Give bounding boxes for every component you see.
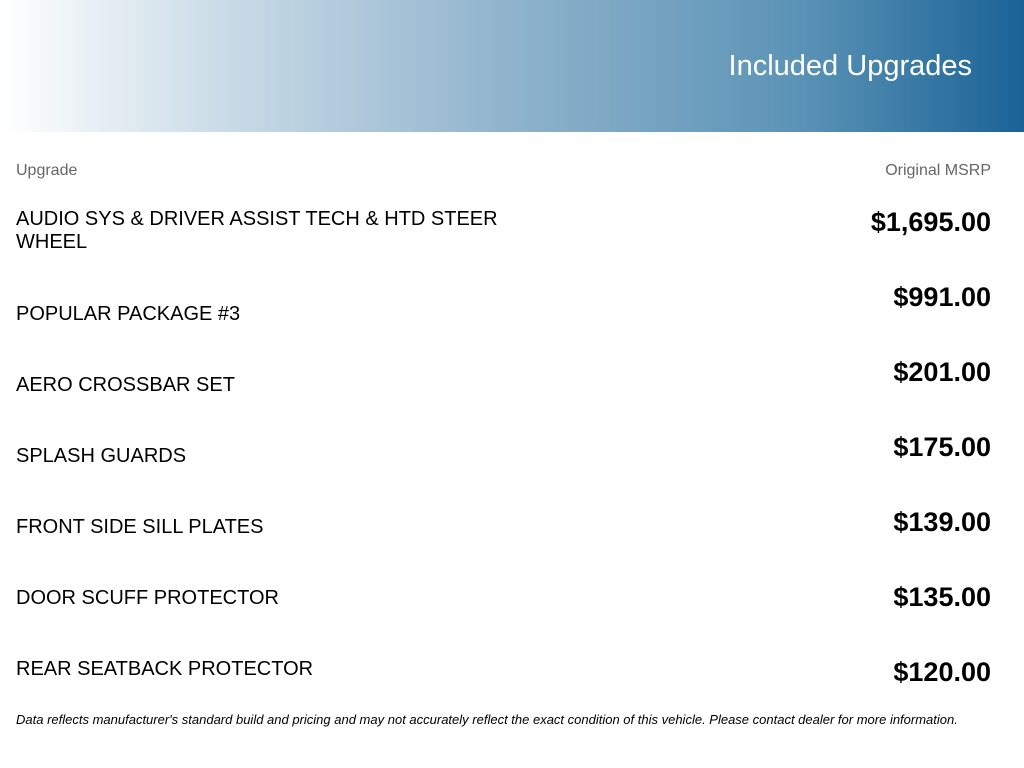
header-banner [0, 0, 1024, 132]
upgrade-price: $1,695.00 [870, 207, 991, 237]
upgrade-name: REAR SEATBACK PROTECTOR [16, 658, 314, 680]
disclaimer-note: Data reflects manufacturer's standard build and pricing and may not accurately reflect the exact condition of this vehicle. Please contact dealer for more information. [16, 712, 958, 727]
upgrade-name: AUDIO SYS & DRIVER ASSIST TECH & HTD STEER WHEEL [16, 208, 498, 253]
upgrade-name: AERO CROSSBAR SET [16, 374, 235, 396]
column-header-msrp: Original MSRP [885, 162, 991, 179]
page-title: Included Upgrades [728, 50, 972, 82]
upgrade-name: POPULAR PACKAGE #3 [16, 303, 241, 325]
upgrade-price: $175.00 [893, 432, 991, 462]
column-header-upgrade: Upgrade [16, 162, 78, 179]
upgrade-price: $120.00 [893, 657, 991, 687]
upgrade-name: DOOR SCUFF PROTECTOR [16, 587, 279, 609]
upgrade-price: $201.00 [893, 357, 991, 387]
upgrade-price: $139.00 [893, 507, 991, 537]
upgrade-price: $991.00 [893, 282, 991, 312]
upgrade-price: $135.00 [893, 582, 991, 612]
upgrade-name: SPLASH GUARDS [16, 445, 187, 467]
upgrade-name: FRONT SIDE SILL PLATES [16, 516, 264, 538]
